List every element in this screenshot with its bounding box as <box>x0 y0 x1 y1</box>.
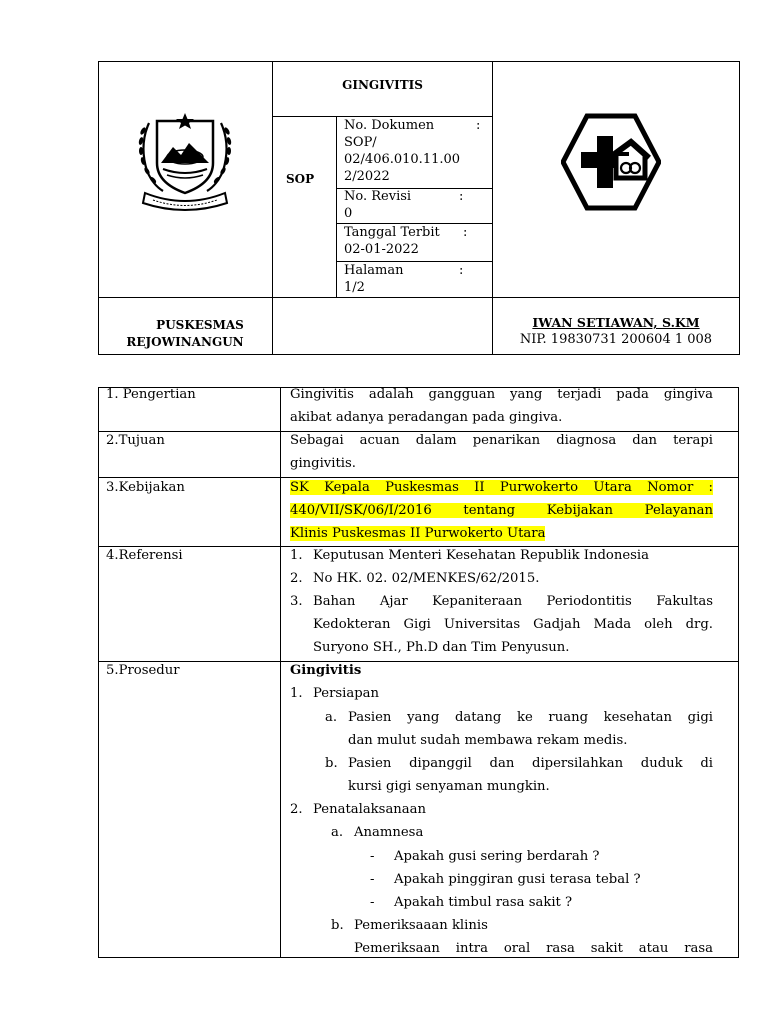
revision-label: No. Revisi <box>344 189 412 204</box>
substep-text: Anamnesa <box>354 825 424 840</box>
step-number: 2. <box>290 802 303 817</box>
kebijakan-highlight: SK Kepala Puskesmas II Purwokerto Utara Nomor : <box>290 480 713 495</box>
reference-number: 1. <box>290 548 303 563</box>
document-title: GINGIVITIS <box>342 78 423 92</box>
page-label: Halaman <box>344 263 404 278</box>
substep-text: dan mulut sudah membawa rekam medis. <box>348 733 628 748</box>
substep-text: Pemeriksaaan klinis <box>354 918 488 933</box>
substep-letter: a. <box>325 710 338 725</box>
dash-bullet: - <box>370 849 375 864</box>
dash-bullet: - <box>370 895 375 910</box>
reference-item: No HK. 02. 02/MENKES/62/2015. <box>313 571 540 586</box>
kebijakan-text <box>290 522 545 545</box>
organization-name: PUSKESMAS <box>156 318 244 332</box>
page-colon: : <box>459 263 464 278</box>
substep-text: Pemeriksaan intra oral rasa sakit atau rasa <box>354 941 713 956</box>
pengertian-text: akibat adanya peradangan pada gingiva. <box>290 410 563 425</box>
revision-value: 0 <box>344 206 353 221</box>
puskesmas-logo-icon <box>561 112 661 212</box>
issued-date-value: 02-01-2022 <box>344 242 419 257</box>
page-value: 1/2 <box>344 280 365 295</box>
signer-nip: NIP. 19830731 200604 1 008 <box>519 332 713 347</box>
doc-number-value: 02/406.010.11.00 <box>344 152 461 167</box>
signer-name: IWAN SETIAWAN, S.KM <box>532 315 700 330</box>
doc-number-value: 2/2022 <box>344 169 390 184</box>
row-label-prosedur: 5.Prosedur <box>106 663 180 678</box>
organization-name: REJOWINANGUN <box>126 335 244 349</box>
substep-letter: b. <box>325 756 338 771</box>
row-label-pengertian: 1. Pengertian <box>106 387 196 402</box>
reference-number: 2. <box>290 571 303 586</box>
revision-colon: : <box>459 189 464 204</box>
step-number: 1. <box>290 686 303 701</box>
reference-item: Keputusan Menteri Kesehatan Republik Indonesia <box>313 548 649 563</box>
issued-date-colon: : <box>463 225 468 240</box>
reference-item: Suryono SH., Ph.D dan Tim Penyusun. <box>313 640 570 655</box>
reference-item: Bahan Ajar Kepaniteraan Periodontitis Fakultas <box>313 594 713 609</box>
kebijakan-text <box>290 476 713 499</box>
tujuan-text: gingivitis. <box>290 456 356 471</box>
substep-letter: b. <box>331 918 344 933</box>
row-label-referensi: 4.Referensi <box>106 548 183 563</box>
doc-number-label: No. Dokumen <box>344 118 435 133</box>
pengertian-text: Gingivitis adalah gangguan yang terjadi pada gingiva <box>290 387 713 402</box>
substep-text: kursi gigi senyaman mungkin. <box>348 779 550 794</box>
dash-bullet: - <box>370 872 375 887</box>
tujuan-text: Sebagai acuan dalam penarikan diagnosa dan terapi <box>290 433 713 448</box>
kebijakan-highlight: Klinis Puskesmas II Purwokerto Utara <box>290 526 546 541</box>
doc-number-value: SOP/ <box>344 135 377 150</box>
sop-label: SOP <box>286 172 315 186</box>
anamnesis-question: Apakah timbul rasa sakit ? <box>394 895 573 910</box>
reference-item: Kedokteran Gigi Universitas Gadjah Mada oleh drg. <box>313 617 713 632</box>
substep-text: Pasien yang datang ke ruang kesehatan gigi <box>348 710 713 725</box>
substep-text: Pasien dipanggil dan dipersilahkan duduk di <box>348 756 713 771</box>
step-label: Persiapan <box>313 686 380 701</box>
procedure-heading: Gingivitis <box>290 663 362 678</box>
reference-number: 3. <box>290 594 303 609</box>
issued-date-label: Tanggal Terbit <box>344 225 440 240</box>
anamnesis-question: Apakah gusi sering berdarah ? <box>394 849 600 864</box>
substep-letter: a. <box>331 825 344 840</box>
kebijakan-text <box>290 499 713 522</box>
row-label-kebijakan: 3.Kebijakan <box>106 480 185 495</box>
anamnesis-question: Apakah pinggiran gusi terasa tebal ? <box>394 872 641 887</box>
doc-number-colon: : <box>476 118 481 133</box>
regency-emblem-icon <box>133 105 237 217</box>
step-label: Penatalaksanaan <box>313 802 427 817</box>
row-label-tujuan: 2.Tujuan <box>106 433 165 448</box>
kebijakan-highlight: 440/VII/SK/06/I/2016 tentang Kebijakan Pelayanan <box>290 503 713 518</box>
